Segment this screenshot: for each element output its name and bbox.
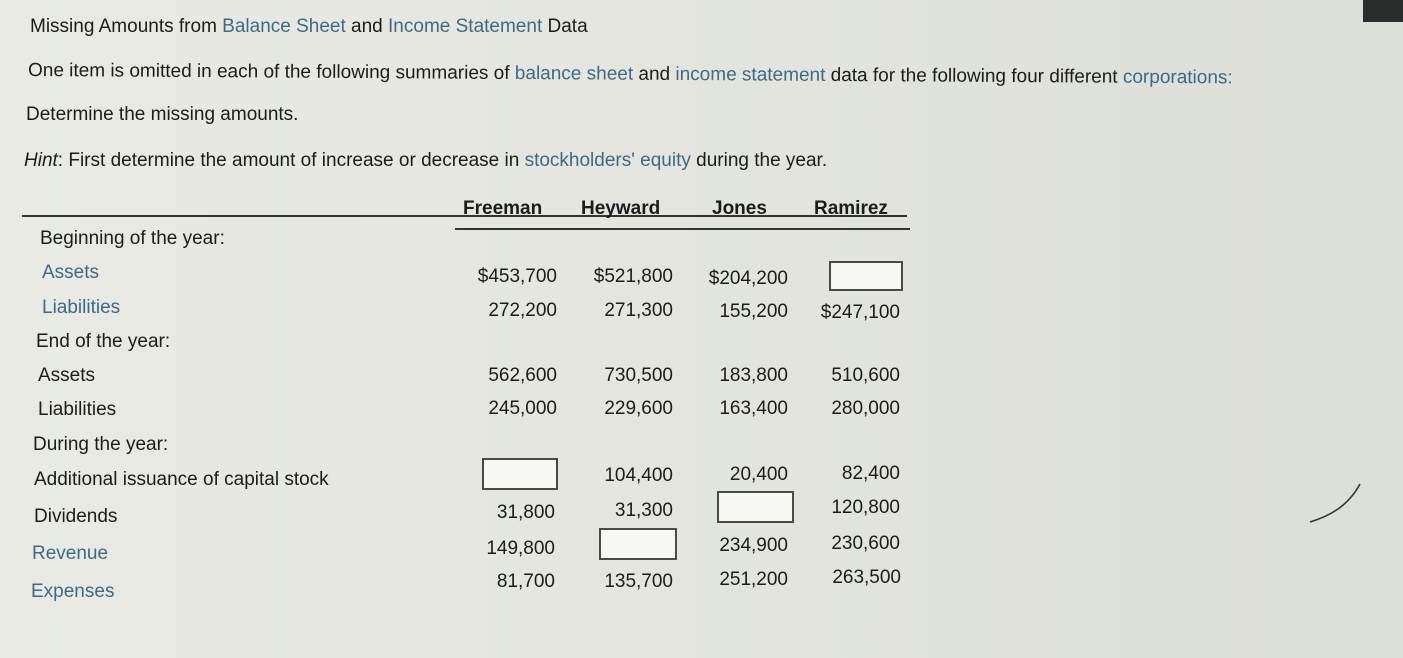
cell-jones-issuance: 20,400 bbox=[729, 464, 788, 485]
screen-edge bbox=[1363, 0, 1403, 22]
answer-input-ramirez-beg-assets[interactable] bbox=[829, 261, 903, 291]
cell-heyward-beg-assets: $521,800 bbox=[593, 266, 673, 287]
column-header-freeman: Freeman bbox=[463, 198, 543, 219]
end-assets-label: Assets bbox=[38, 365, 96, 386]
cell-ramirez-beg-liabilities: $247,100 bbox=[820, 302, 900, 323]
intro-text: and bbox=[633, 63, 676, 85]
title-text: and bbox=[345, 16, 389, 37]
revenue-label[interactable]: Revenue bbox=[32, 543, 109, 564]
beginning-of-year-header: Beginning of the year: bbox=[40, 228, 225, 249]
expenses-label[interactable]: Expenses bbox=[31, 581, 115, 602]
issuance-label: Additional issuance of capital stock bbox=[34, 469, 329, 490]
during-year-header: During the year: bbox=[33, 434, 169, 455]
column-header-jones: Jones bbox=[712, 198, 767, 219]
cell-heyward-issuance: 104,400 bbox=[604, 465, 673, 486]
cell-jones-beg-assets: $204,200 bbox=[708, 268, 788, 289]
cell-freeman-end-liabilities: 245,000 bbox=[488, 398, 557, 419]
cell-freeman-expenses: 81,700 bbox=[496, 571, 555, 592]
intro-text: One item is omitted in each of the following summaries of bbox=[27, 60, 515, 84]
cell-heyward-end-liabilities: 229,600 bbox=[604, 398, 673, 419]
end-of-year-header: End of the year: bbox=[36, 331, 171, 352]
cell-jones-beg-liabilities: 155,200 bbox=[719, 301, 788, 322]
balance-sheet-term-link[interactable]: balance sheet bbox=[514, 62, 634, 85]
cell-heyward-expenses: 135,700 bbox=[604, 571, 673, 592]
column-header-ramirez: Ramirez bbox=[814, 198, 888, 219]
cell-heyward-beg-liabilities: 271,300 bbox=[604, 300, 673, 321]
pen-mark-icon bbox=[1300, 470, 1370, 530]
page-title bbox=[30, 16, 588, 38]
cell-ramirez-end-assets: 510,600 bbox=[831, 365, 900, 386]
cell-freeman-beg-assets: $453,700 bbox=[477, 266, 557, 287]
hint bbox=[24, 150, 827, 172]
cell-jones-expenses: 251,200 bbox=[719, 569, 788, 590]
corporations-link[interactable]: corporations: bbox=[1122, 66, 1233, 89]
answer-input-heyward-revenue[interactable] bbox=[599, 528, 677, 560]
cell-jones-end-liabilities: 163,400 bbox=[719, 398, 788, 419]
cell-freeman-end-assets: 562,600 bbox=[488, 365, 557, 386]
title-text: Missing Amounts from bbox=[30, 16, 223, 37]
beginning-liabilities-label[interactable]: Liabilities bbox=[42, 297, 121, 318]
stockholders-equity-link[interactable]: stockholders' equity bbox=[524, 150, 691, 171]
determine-instruction: Determine the missing amounts. bbox=[26, 104, 299, 125]
cell-heyward-dividends: 31,300 bbox=[614, 500, 673, 521]
cell-ramirez-dividends: 120,800 bbox=[831, 497, 900, 518]
cell-ramirez-expenses: 263,500 bbox=[832, 567, 901, 588]
cell-freeman-revenue: 149,800 bbox=[486, 538, 555, 559]
hint-label: Hint bbox=[24, 150, 58, 171]
income-statement-term-link[interactable]: income statement bbox=[675, 63, 826, 86]
cell-ramirez-end-liabilities: 280,000 bbox=[831, 398, 900, 419]
end-liabilities-label: Liabilities bbox=[38, 399, 117, 420]
cell-jones-revenue: 234,900 bbox=[719, 535, 788, 556]
intro-text: data for the following four different bbox=[825, 64, 1123, 88]
cell-heyward-end-assets: 730,500 bbox=[604, 365, 673, 386]
beginning-assets-label[interactable]: Assets bbox=[42, 262, 100, 283]
title-text: Data bbox=[542, 16, 588, 37]
answer-input-jones-dividends[interactable] bbox=[717, 491, 794, 523]
hint-text: during the year. bbox=[690, 150, 828, 171]
dividends-label: Dividends bbox=[34, 506, 118, 527]
instructions bbox=[28, 60, 1233, 89]
cell-jones-end-assets: 183,800 bbox=[719, 365, 788, 386]
cell-ramirez-revenue: 230,600 bbox=[831, 533, 900, 554]
cell-freeman-dividends: 31,800 bbox=[496, 502, 555, 523]
balance-sheet-link[interactable]: Balance Sheet bbox=[222, 16, 346, 37]
answer-input-freeman-issuance[interactable] bbox=[482, 458, 558, 490]
column-header-heyward: Heyward bbox=[581, 198, 661, 219]
income-statement-link[interactable]: Income Statement bbox=[388, 16, 543, 37]
cell-ramirez-issuance: 82,400 bbox=[841, 463, 900, 484]
cell-freeman-beg-liabilities: 272,200 bbox=[488, 300, 557, 321]
hint-text: : First determine the amount of increase or decrease in bbox=[57, 150, 525, 171]
table-header-rule bbox=[455, 228, 910, 230]
